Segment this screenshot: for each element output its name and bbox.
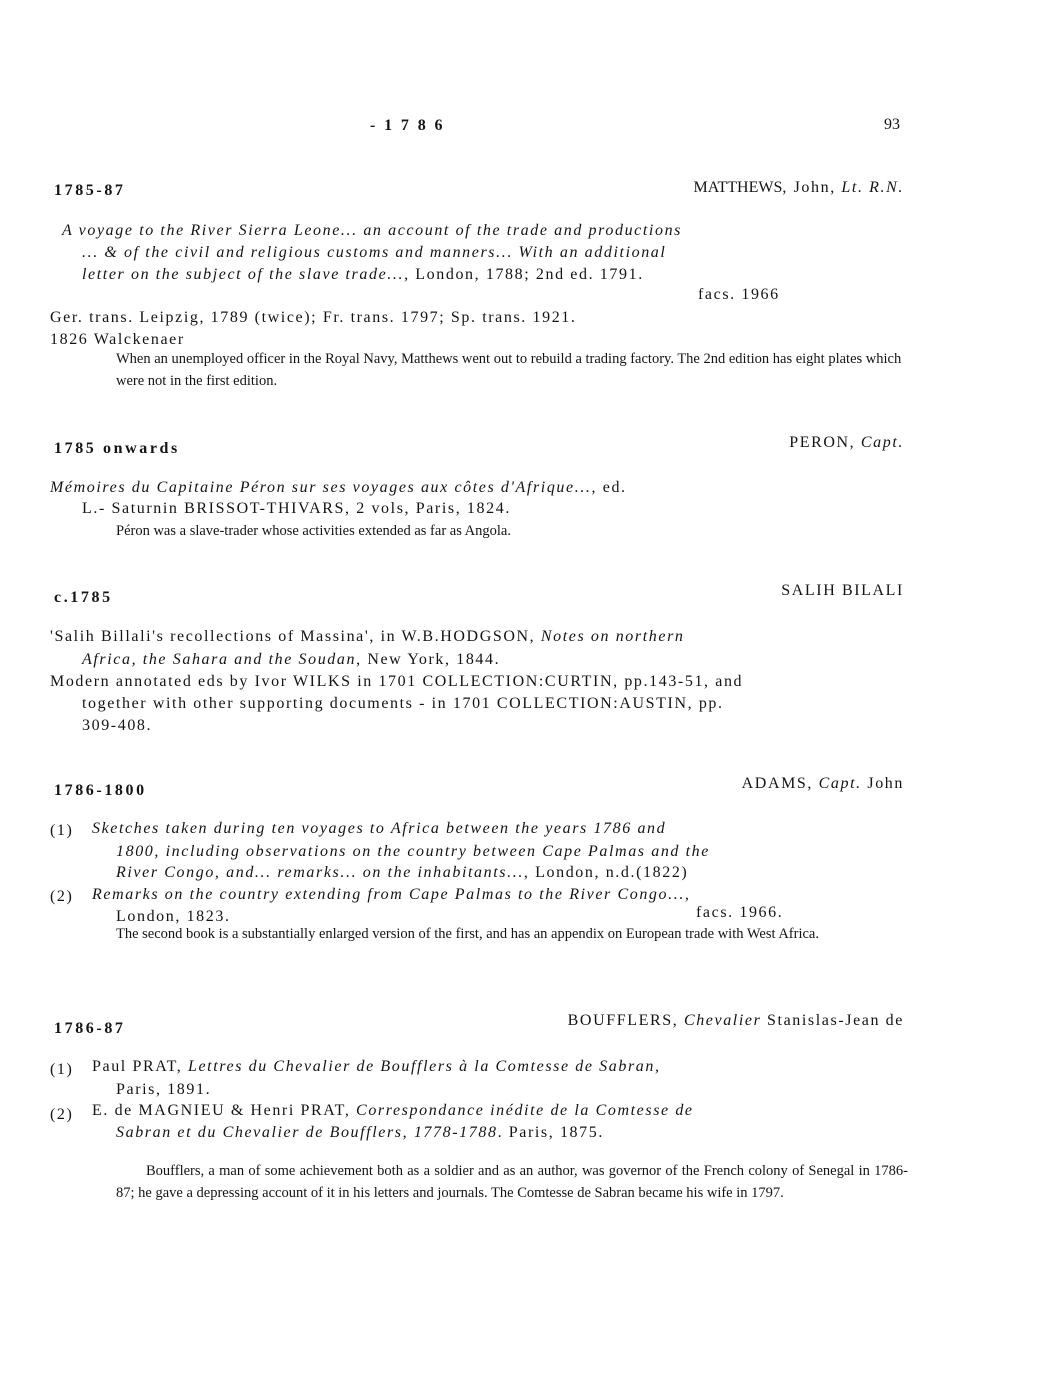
editor-imprint: L.- Saturnin BRISSOT-THIVARS, 2 vols, Paris, 1824. bbox=[82, 500, 511, 517]
title-part: Mémoires du Capitaine Péron sur ses voyages aux côtes d'Afrique... bbox=[50, 479, 592, 496]
title-line: Remarks on the country extending from Cape Palmas to the River Congo..., bbox=[92, 886, 691, 903]
citation-line bbox=[92, 1058, 661, 1076]
citation-line: together with other supporting documents - in 1701 COLLECTION:AUSTIN, pp. bbox=[82, 695, 724, 712]
citation-line: 309-408. bbox=[82, 717, 153, 734]
item-number: (1) bbox=[50, 822, 74, 839]
author-surname: MATTHEWS bbox=[693, 179, 783, 196]
item-number: (2) bbox=[50, 888, 74, 905]
entry-author bbox=[693, 179, 904, 197]
entry-date: 1786-1800 bbox=[54, 782, 147, 799]
annotation: When an unemployed officer in the Royal Navy, Matthews went out to rebuild a trading factory. The 2nd edition has eight plates which were not in the first edition. bbox=[116, 351, 902, 389]
entry-date: c.1785 bbox=[54, 589, 113, 606]
title-line bbox=[82, 266, 644, 284]
author-surname: PERON, bbox=[789, 434, 861, 451]
author-rank: Capt. bbox=[818, 775, 862, 792]
title-line: ... & of the civil and religious customs and manners... With an additional bbox=[82, 244, 667, 261]
facsimile-note: facs. 1966. bbox=[696, 904, 784, 921]
citation-line bbox=[82, 651, 500, 669]
title-part: Africa, the Sahara and the Soudan bbox=[82, 651, 357, 668]
author-surname: ADAMS, bbox=[741, 775, 819, 792]
entry-author: SALIH BILALI bbox=[781, 582, 904, 599]
entry-date: 1785 onwards bbox=[54, 440, 180, 457]
entry-author bbox=[568, 1012, 904, 1030]
entry-date: 1786-87 bbox=[54, 1020, 126, 1037]
page-number: 93 bbox=[884, 116, 900, 133]
translations: 1826 Walckenaer bbox=[50, 331, 185, 348]
imprint: , ed. bbox=[591, 479, 627, 496]
title-line: Sketches taken during ten voyages to Africa between the years 1786 and bbox=[92, 820, 667, 837]
editor: Paul PRAT, bbox=[92, 1058, 188, 1075]
author-surname: BOUFFLERS, bbox=[567, 1012, 684, 1029]
title-part: Sabran et du Chevalier de Boufflers, 1778-1788 bbox=[116, 1124, 498, 1141]
imprint: . Paris, 1875. bbox=[497, 1124, 604, 1141]
item-number: (2) bbox=[50, 1106, 74, 1123]
entry-date: 1785-87 bbox=[54, 182, 126, 199]
title-part: River Congo, and... remarks... on the inhabitants... bbox=[116, 864, 524, 881]
author-forename: , John, bbox=[782, 179, 842, 196]
entry-author bbox=[789, 434, 904, 452]
title-line bbox=[116, 864, 688, 882]
entry-author bbox=[742, 775, 904, 793]
title-part: letter on the subject of the slave trade... bbox=[82, 266, 405, 283]
annotation: Péron was a slave-trader whose activities extended as far as Angola. bbox=[116, 523, 511, 539]
title-line: A voyage to the River Sierra Leone... an account of the trade and productions bbox=[62, 222, 682, 239]
citation-line: Modern annotated eds by Ivor WILKS in 1701 COLLECTION:CURTIN, pp.143-51, and bbox=[50, 673, 744, 690]
citation-line bbox=[50, 628, 685, 646]
translations: Ger. trans. Leipzig, 1789 (twice); Fr. trans. 1797; Sp. trans. 1921. bbox=[50, 309, 577, 326]
author-rank: Lt. R.N. bbox=[841, 179, 904, 196]
editor: E. de MAGNIEU & Henri PRAT, bbox=[92, 1102, 357, 1119]
imprint: , London, 1788; 2nd ed. 1791. bbox=[404, 266, 644, 283]
author-forename: Stanislas-Jean de bbox=[761, 1012, 904, 1029]
author-rank: Capt. bbox=[860, 434, 904, 451]
annotation: The second book is a substantially enlarged version of the first, and has an appendix on European trade with West Africa. bbox=[116, 926, 819, 942]
author-forename: John bbox=[861, 775, 904, 792]
annotation: Boufflers, a man of some achievement both as a soldier and as an author, was governor of the French colony of Senegal in 1786-87; he gave a depressing account of it in his letters and journals. The Comtesse de Sabran became his wife in 1797. bbox=[116, 1163, 908, 1201]
title-part: Correspondance inédite de la Comtesse de bbox=[356, 1102, 694, 1119]
title-part: Lettres du Chevalier de Boufflers à la Comtesse de Sabran, bbox=[187, 1058, 661, 1075]
citation-part: 'Salih Billali's recollections of Massina', in W.B.HODGSON, bbox=[50, 628, 541, 645]
running-header-title: - 1 7 8 6 bbox=[370, 117, 445, 134]
imprint: London, 1823. bbox=[116, 908, 231, 925]
imprint: , New York, 1844. bbox=[356, 651, 501, 668]
facsimile-note: facs. 1966 bbox=[698, 286, 780, 303]
title-part: Notes on northern bbox=[540, 628, 685, 645]
citation-line bbox=[116, 1124, 604, 1142]
author-rank: Chevalier bbox=[683, 1012, 762, 1029]
citation-line bbox=[92, 1102, 694, 1120]
title-line: 1800, including observations on the country between Cape Palmas and the bbox=[116, 843, 710, 860]
title-line bbox=[50, 479, 627, 497]
item-number: (1) bbox=[50, 1061, 74, 1078]
imprint: Paris, 1891. bbox=[116, 1081, 212, 1098]
imprint: , London, n.d.(1822) bbox=[523, 864, 689, 881]
